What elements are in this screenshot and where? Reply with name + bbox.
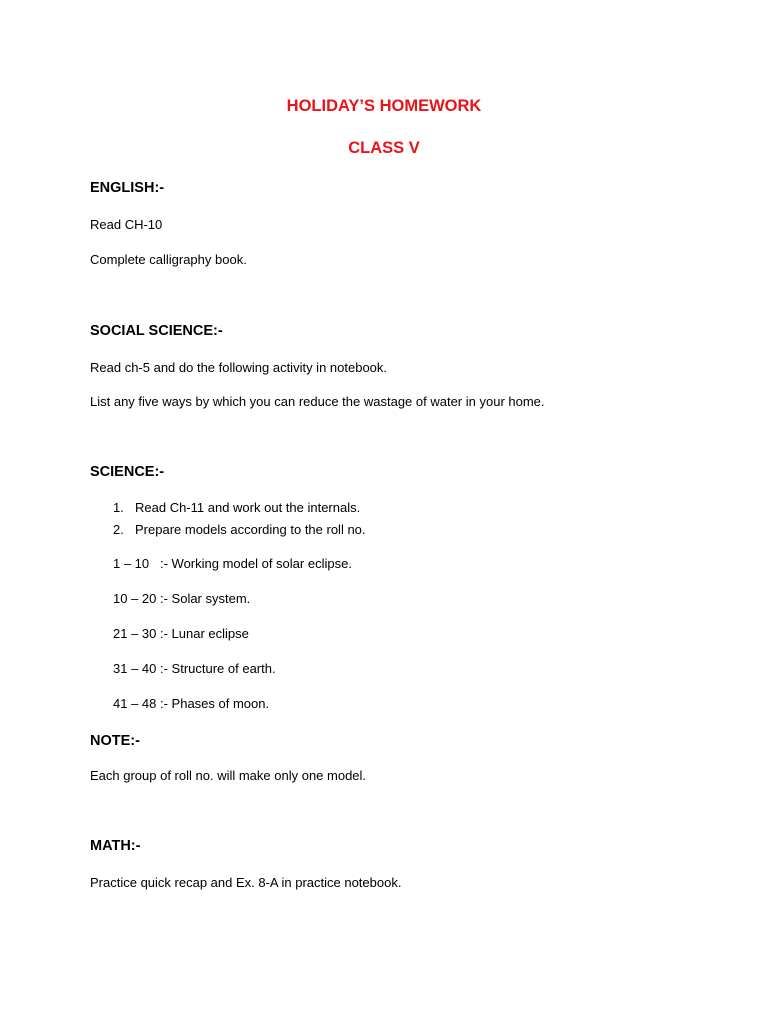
page-title: HOLIDAY’S HOMEWORK [286, 97, 482, 115]
model-line: 10 – 20 :- Solar system. [113, 591, 251, 606]
model-line: 21 – 30 :- Lunar eclipse [113, 626, 249, 641]
social-science-line-2: List any five ways by which you can reduce the wastage of water in your home. [90, 394, 545, 409]
math-heading: MATH:- [90, 838, 141, 854]
list-text: Prepare models according to the roll no. [135, 522, 366, 537]
social-science-heading: SOCIAL SCIENCE:- [90, 323, 223, 339]
science-list-item [113, 522, 366, 538]
note-text: Each group of roll no. will make only one model. [90, 768, 367, 783]
science-list-item [113, 500, 360, 516]
english-line-2: Complete calligraphy book. [90, 252, 247, 267]
social-science-line-1: Read ch-5 and do the following activity in notebook. [90, 360, 388, 375]
list-number: 1. [113, 500, 124, 515]
list-text: Read Ch-11 and work out the internals. [135, 500, 361, 515]
math-text: Practice quick recap and Ex. 8-A in practice notebook. [90, 875, 402, 890]
science-heading: SCIENCE:- [90, 464, 165, 480]
english-line-1: Read CH-10 [90, 217, 163, 232]
model-line: 1 – 10 :- Working model of solar eclipse. [113, 556, 352, 571]
list-number: 2. [113, 522, 124, 537]
model-line: 41 – 48 :- Phases of moon. [113, 696, 270, 711]
note-heading: NOTE:- [90, 733, 140, 749]
english-heading: ENGLISH:- [90, 180, 165, 196]
model-line: 31 – 40 :- Structure of earth. [113, 661, 276, 676]
class-title: CLASS V [348, 139, 420, 157]
